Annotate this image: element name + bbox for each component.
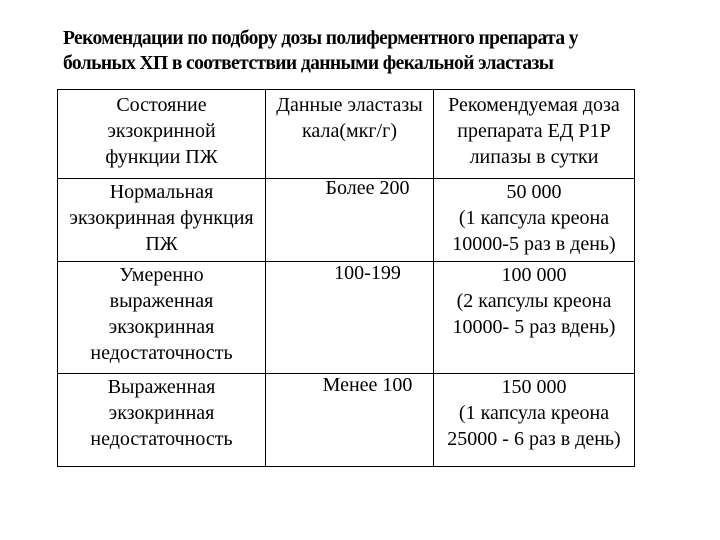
table-row: [58, 374, 635, 467]
cell-state: Нормальная экзокринная функция ПЖ: [58, 179, 266, 262]
cell-elastase: Более 200: [266, 179, 434, 262]
cell-dose: 150 000 (1 капсула креона 25000 - 6 раз в день): [434, 374, 635, 467]
dose-recommendation-table: [57, 89, 635, 467]
slide-title: [63, 26, 663, 76]
cell-elastase: Менее 100: [266, 374, 434, 467]
cell-dose: 100 000 (2 капсулы креона 10000- 5 раз вдень): [434, 262, 635, 374]
header-elastase-data: Данные эластазы кала(мкг/г): [266, 90, 434, 179]
cell-dose: 50 000 (1 капсула креона 10000-5 раз в день): [434, 179, 635, 262]
table-row: [58, 262, 635, 374]
slide-title-line-2: больных ХП в соответствии данными фекальной эластазы: [63, 53, 554, 74]
cell-state: Выраженная экзокринная недостаточность: [58, 374, 266, 467]
cell-elastase: 100-199: [266, 262, 434, 374]
header-exocrine-state: Состояние экзокринной функции ПЖ: [58, 90, 266, 179]
table-header-row: [58, 90, 635, 179]
cell-state: Умеренно выраженная экзокринная недостаточность: [58, 262, 266, 374]
slide-title-line-1: Рекомендации по подбору дозы полиферментного препарата у: [63, 28, 578, 49]
header-recommended-dose: Рекомендуемая доза препарата ЕД Р1Р липазы в сутки: [434, 90, 635, 179]
table-row: [58, 179, 635, 262]
